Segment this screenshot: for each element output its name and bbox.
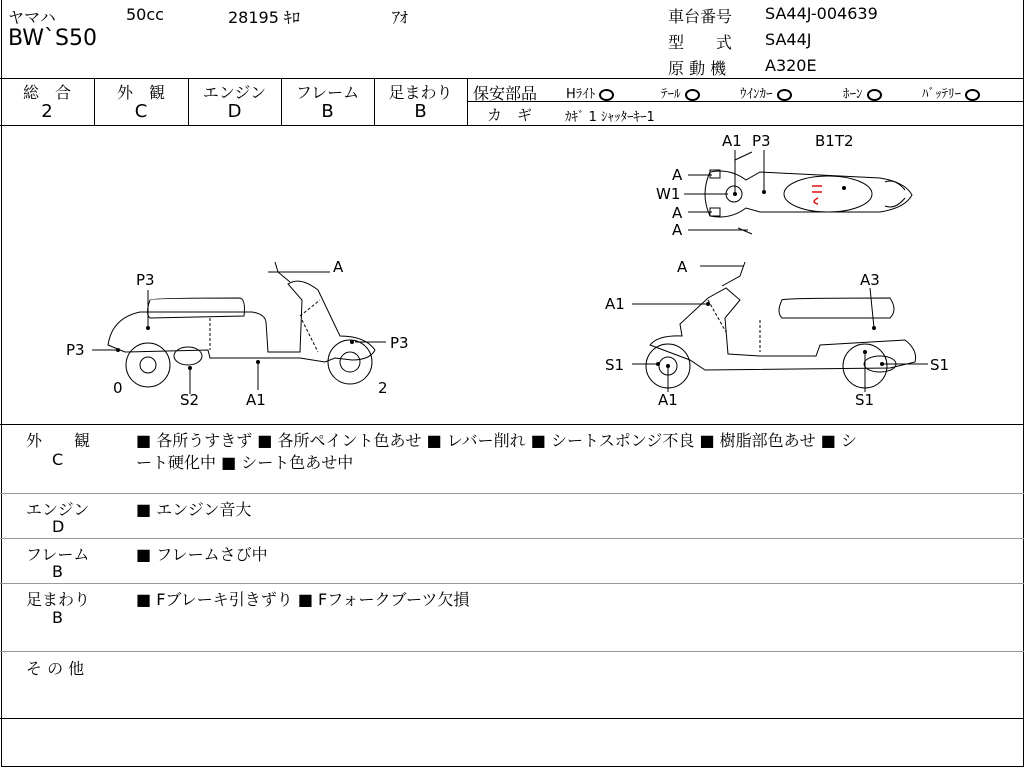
seat-damage-mark [812,186,822,204]
maker: ヤマハ [8,8,56,27]
notes-frame-grade: B [52,562,63,581]
label-top-a-2: A [672,204,683,222]
label-right-a1-bottom: A1 [658,391,678,409]
top-handlebar [735,152,752,234]
notes-suspension-label: 足まわり [26,590,91,609]
label-left-p3-top: P3 [136,271,155,289]
exterior-grade: C [134,101,148,122]
frame-no: SA44J-004639 [765,4,878,23]
engine-label: 原 動 機 [668,59,727,78]
top-seat [784,176,872,212]
label-left-p3-right: P3 [390,334,409,352]
headlight-label: Hﾗｲﾄ [566,87,596,102]
notes-frame-text: ■ フレームさび中 [136,545,268,564]
notes-exterior-line2: ート硬化中 ■ シート色あせ中 [136,453,354,472]
label-left-s2: S2 [180,391,200,409]
defect-dots [116,186,884,370]
notes-engine-text: ■ エンジン音大 [136,500,252,519]
battery-label: ﾊﾞｯﾃﾘｰ [922,87,961,102]
overall-grade: 2 [41,101,53,122]
label-top-p3: P3 [752,132,771,150]
horn-label: ﾎｰﾝ [843,87,863,102]
notes-bottom-border [0,718,1024,719]
model-name: BW`S50 [8,26,98,51]
notes-suspension-text: ■ Fブレーキ引きずり ■ Fフォークブーツ欠損 [136,590,470,609]
notes-engine-grade: D [52,517,65,536]
notes-exterior-grade: C [52,450,64,469]
label-left-a: A [333,258,344,276]
safety-label: 保安部品 [473,84,538,103]
notes-top-border [0,424,1024,425]
engine-grade-label: エンジン [202,83,267,102]
notes-engine-label: エンジン [26,500,90,519]
left-front-hub [340,352,360,372]
left-panel-lines [210,300,320,352]
notes-exterior-line1: ■ 各所うすきず ■ 各所ペイント色あせ ■ レバー削れ ■ シートスポンジ不良 ■ 樹脂部色あせ ■ シ [136,431,857,450]
type-value: SA44J [765,30,812,49]
engine-grade: D [227,101,242,122]
suspension-grade: B [414,101,427,122]
notes-suspension-grade: B [52,608,63,627]
notes-frame-label: フレーム [26,545,90,564]
label-top-a-3: A [672,221,683,239]
left-exhaust [174,347,202,365]
label-left-p3-left: P3 [66,341,85,359]
left-front-wheel [328,340,372,384]
label-right-s1-right: S1 [930,356,950,374]
left-rear-hub [140,357,156,373]
label-top-b1t2: B1T2 [815,132,854,150]
frame-grade: B [321,101,334,122]
label-top-a-1: A [672,166,683,184]
suspension-grade-label: 足まわり [388,83,453,102]
mileage: 28195 ｷﾛ [228,8,300,27]
exterior-label: 外 観 [116,83,165,102]
left-seat [148,298,245,318]
taillight-label: ﾃｰﾙ [661,87,681,102]
right-seat [779,298,894,318]
label-right-a3: A3 [860,271,880,289]
label-right-s1-bottom: S1 [855,391,875,409]
frame-grade-label: フレーム [295,83,360,102]
leader-lines [92,150,928,394]
label-right-a1-top: A1 [605,295,625,313]
notes-divider [0,583,1024,584]
label-top-a1: A1 [722,132,742,150]
left-rear-wheel [126,343,170,387]
winker-label: ｳｲﾝｶｰ [740,87,773,102]
label-right-a: A [677,258,688,276]
label-left-2: 2 [378,379,388,397]
displacement: 50cc [126,5,164,24]
notes-divider [0,538,1024,539]
body-color: ｱｵ [392,8,409,27]
label-left-0: 0 [113,379,123,397]
type-label: 型 式 [668,33,733,52]
frame-no-label: 車台番号 [668,7,733,26]
key-value: ｶｷﾞ 1 ｼｬｯﾀｰｷｰ1 [565,110,655,125]
notes-divider [0,493,1024,494]
notes-other-label: そ の 他 [26,659,85,678]
notes-divider [0,651,1024,652]
label-right-s1-left: S1 [605,356,625,374]
engine-value: A320E [765,56,817,75]
notes-exterior-label: 外 観 [26,431,91,450]
label-left-a1: A1 [246,391,266,409]
overall-label: 総 合 [22,83,71,102]
key-label: カ ギ [487,106,533,124]
label-top-w1: W1 [656,185,681,203]
